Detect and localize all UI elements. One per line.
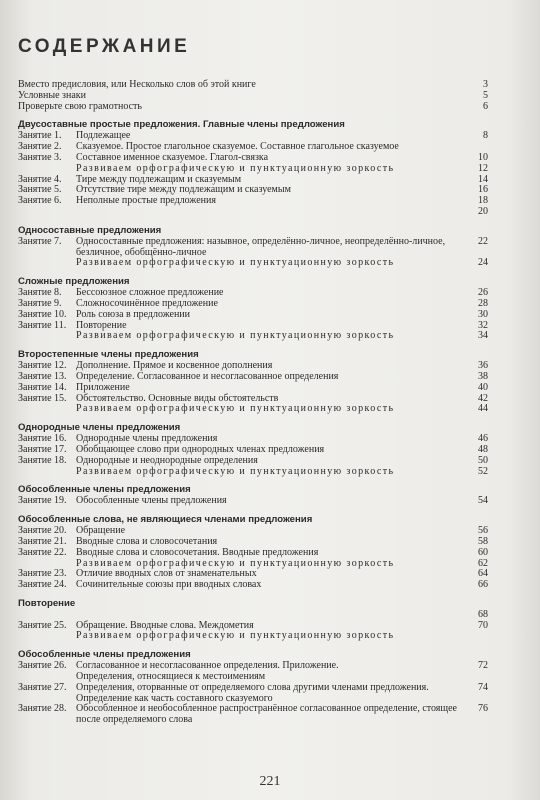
toc-entry — [18, 496, 488, 507]
toc-practice-entry — [18, 467, 488, 478]
entry-title: Согласованное и несогласованное определения. Приложение. — [76, 660, 339, 672]
toc-practice-entry — [18, 258, 488, 269]
page-ref: 6 — [483, 100, 488, 112]
entry-title: Условные знаки — [18, 89, 86, 101]
page-ref: 44 — [478, 403, 488, 415]
entry-title: Обращение. Вводные слова. Междометия — [76, 619, 254, 631]
page-ref: 12 — [478, 162, 488, 174]
toc-entry — [18, 310, 488, 321]
lesson-label: Занятие 16. — [18, 433, 67, 445]
entry-title: Развиваем орфографическую и пунктуационную зоркость — [76, 330, 395, 342]
lesson-label: Занятие 28. — [18, 703, 67, 715]
page-ref: 36 — [478, 360, 488, 372]
entry-title: Отсутствие тире между подлежащим и сказуемым — [76, 184, 291, 196]
page-ref: 40 — [478, 381, 488, 393]
lesson-label: Занятие 22. — [18, 546, 67, 558]
toc-entry — [18, 91, 488, 102]
entry-title: Приложение — [76, 381, 130, 393]
page-ref: 60 — [478, 546, 488, 558]
toc-entry — [18, 196, 488, 207]
entry-title: Составное именное сказуемое. Глагол-связка — [76, 151, 269, 163]
page-ref: 74 — [478, 681, 488, 693]
page-ref: 14 — [478, 173, 488, 185]
page-ref: 70 — [478, 619, 488, 631]
entry-title: Дополнение. Прямое и косвенное дополнения — [76, 360, 273, 372]
section-heading: Повторение — [18, 597, 76, 609]
entry-title: Подлежащее — [76, 130, 131, 142]
toc-practice-entry — [18, 164, 488, 175]
entry-title: Повторение — [76, 319, 127, 331]
page-ref: 38 — [478, 370, 488, 382]
toc-entry — [18, 237, 488, 259]
entry-title: Сложносочинённое предложение — [76, 297, 218, 309]
lesson-label: Занятие 18. — [18, 454, 67, 466]
page-ref: 62 — [478, 557, 488, 569]
lesson-label: Занятие 5. — [18, 184, 62, 196]
entry-title: Развиваем орфографическую и пунктуационную зоркость — [76, 257, 395, 269]
entry-title: Неполные простые предложения — [76, 195, 216, 207]
section-heading: Односоставные предложения — [18, 224, 162, 236]
page-title: СОДЕРЖАНИЕ — [18, 36, 191, 57]
page-ref: 26 — [478, 287, 488, 299]
page-ref: 48 — [478, 443, 488, 455]
entry-title: Определения, оторванные от определяемого слова другими членами предложения. Определение как часть составного сказуемого — [76, 681, 429, 704]
page-ref: 18 — [478, 195, 488, 207]
entry-title: Вводные слова и словосочетания. Вводные предложения — [76, 546, 319, 558]
entry-title: Развиваем орфографическую и пунктуационную зоркость — [76, 465, 395, 477]
entry-title: Развиваем орфографическую и пунктуационную зоркость — [76, 162, 395, 174]
entry-title: Бессоюзное сложное предложение — [76, 287, 224, 299]
page-ref: 8 — [483, 130, 488, 142]
table-of-contents — [18, 80, 488, 726]
entry-title: Развиваем орфографическую и пунктуационную зоркость — [76, 403, 395, 415]
page-ref: 54 — [478, 495, 488, 507]
lesson-label: Занятие 19. — [18, 495, 67, 507]
toc-entry — [18, 456, 488, 467]
page-ref: 3 — [483, 79, 488, 90]
entry-title: Развиваем орфографическую и пунктуационную зоркость — [76, 630, 395, 642]
entry-title: Обращение — [76, 525, 126, 537]
lesson-label: Занятие 21. — [18, 535, 67, 547]
lesson-label: Занятие 2. — [18, 141, 62, 153]
lesson-label: Занятие 23. — [18, 568, 67, 580]
page-ref: 30 — [478, 308, 488, 320]
page-ref: 20 — [478, 205, 488, 217]
lesson-label: Занятие 10. — [18, 308, 67, 320]
lesson-label: Занятие 12. — [18, 360, 67, 372]
page-ref: 34 — [478, 330, 488, 342]
page-ref: 28 — [478, 297, 488, 309]
section-heading: Сложные предложения — [18, 276, 130, 288]
lesson-label: Занятие 25. — [18, 619, 67, 631]
entry-title: Отличие вводных слов от знаменательных — [76, 568, 257, 580]
page-ref: 56 — [478, 525, 488, 537]
lesson-label: Занятие 8. — [18, 287, 62, 299]
toc-entry — [18, 383, 488, 394]
section-heading: Обособленные слова, не являющиеся членами предложения — [18, 514, 313, 526]
entry-title: Проверьте свою грамотность — [18, 100, 142, 112]
page-ref: 46 — [478, 433, 488, 445]
toc-practice-entry — [18, 331, 488, 342]
page-ref: 5 — [483, 89, 488, 101]
entry-title: Обособленные члены предложения — [76, 495, 227, 507]
toc-entry — [18, 207, 488, 218]
lesson-label: Занятие 24. — [18, 579, 67, 591]
section-heading: Обособленные члены предложения — [18, 649, 191, 661]
entry-title: Определение. Согласованное и несогласованное определения — [76, 370, 339, 382]
page-ref: 72 — [478, 660, 488, 672]
page-ref: 10 — [478, 151, 488, 163]
entry-title: Однородные и неоднородные определения — [76, 454, 258, 466]
page-ref: 42 — [478, 392, 488, 404]
page-ref: 50 — [478, 454, 488, 466]
entry-title: Обособленное и необособленное распространённое согласованное определение, стоящее после определяемого слова — [76, 703, 457, 726]
lesson-label: Занятие 1. — [18, 130, 62, 142]
lesson-label: Занятие 11. — [18, 319, 67, 331]
page-ref: 24 — [478, 257, 488, 269]
page-ref: 58 — [478, 535, 488, 547]
lesson-label: Занятие 27. — [18, 681, 67, 693]
entry-title: Сочинительные союзы при вводных словах — [76, 579, 262, 591]
toc-practice-entry — [18, 404, 488, 415]
entry-title: Развиваем орфографическую и пунктуационную зоркость — [76, 557, 395, 569]
lesson-label: Занятие 26. — [18, 660, 67, 672]
entry-title: Сказуемое. Простое глагольное сказуемое. Составное глагольное сказуемое — [76, 141, 399, 153]
toc-practice-entry — [18, 631, 488, 642]
toc-entry — [18, 683, 488, 705]
lesson-label: Занятие 13. — [18, 370, 67, 382]
lesson-label: Занятие 7. — [18, 235, 62, 247]
lesson-label: Занятие 17. — [18, 443, 67, 455]
page-ref: 52 — [478, 465, 488, 477]
toc-entry — [18, 704, 488, 726]
toc-entry — [18, 102, 488, 113]
section-heading: Обособленные члены предложения — [18, 484, 191, 496]
lesson-label: Занятие 4. — [18, 173, 62, 185]
toc-entry — [18, 548, 488, 559]
lesson-label: Занятие 15. — [18, 392, 67, 404]
page-ref: 76 — [478, 703, 488, 715]
page-ref: 32 — [478, 319, 488, 331]
lesson-label: Занятие 9. — [18, 297, 62, 309]
page-ref: 16 — [478, 184, 488, 196]
toc-entry — [18, 80, 488, 91]
entry-title: Односоставные предложения: назывное, определённо-личное, неопределённо-личное, безличное, обобщённо-личное — [76, 235, 446, 258]
page-ref: 64 — [478, 568, 488, 580]
entry-title: Обобщающее слово при однородных членах предложения — [76, 443, 325, 455]
page-number: 221 — [259, 774, 281, 789]
entry-title: Определения, относящиеся к местоимениям — [76, 671, 266, 683]
lesson-label: Занятие 3. — [18, 151, 62, 163]
page-ref: 22 — [478, 235, 488, 247]
entry-title: Роль союза в предложении — [76, 308, 191, 320]
entry-title: Вводные слова и словосочетания — [76, 535, 218, 547]
section-heading: Однородные члены предложения — [18, 422, 181, 434]
page-ref: 68 — [478, 608, 488, 620]
toc-entry — [18, 580, 488, 591]
entry-title: Вместо предисловия, или Несколько слов об этой книге — [18, 79, 256, 90]
lesson-label: Занятие 14. — [18, 381, 67, 393]
section-heading: Второстепенные члены предложения — [18, 349, 199, 361]
section-heading: Двусоставные простые предложения. Главные члены предложения — [18, 119, 345, 131]
lesson-label: Занятие 6. — [18, 195, 62, 207]
entry-title: Тире между подлежащим и сказуемым — [76, 173, 242, 185]
entry-title: Обстоятельство. Основные виды обстоятельств — [76, 392, 279, 404]
page-ref: 66 — [478, 579, 488, 591]
lesson-label: Занятие 20. — [18, 525, 67, 537]
entry-title: Однородные члены предложения — [76, 433, 218, 445]
